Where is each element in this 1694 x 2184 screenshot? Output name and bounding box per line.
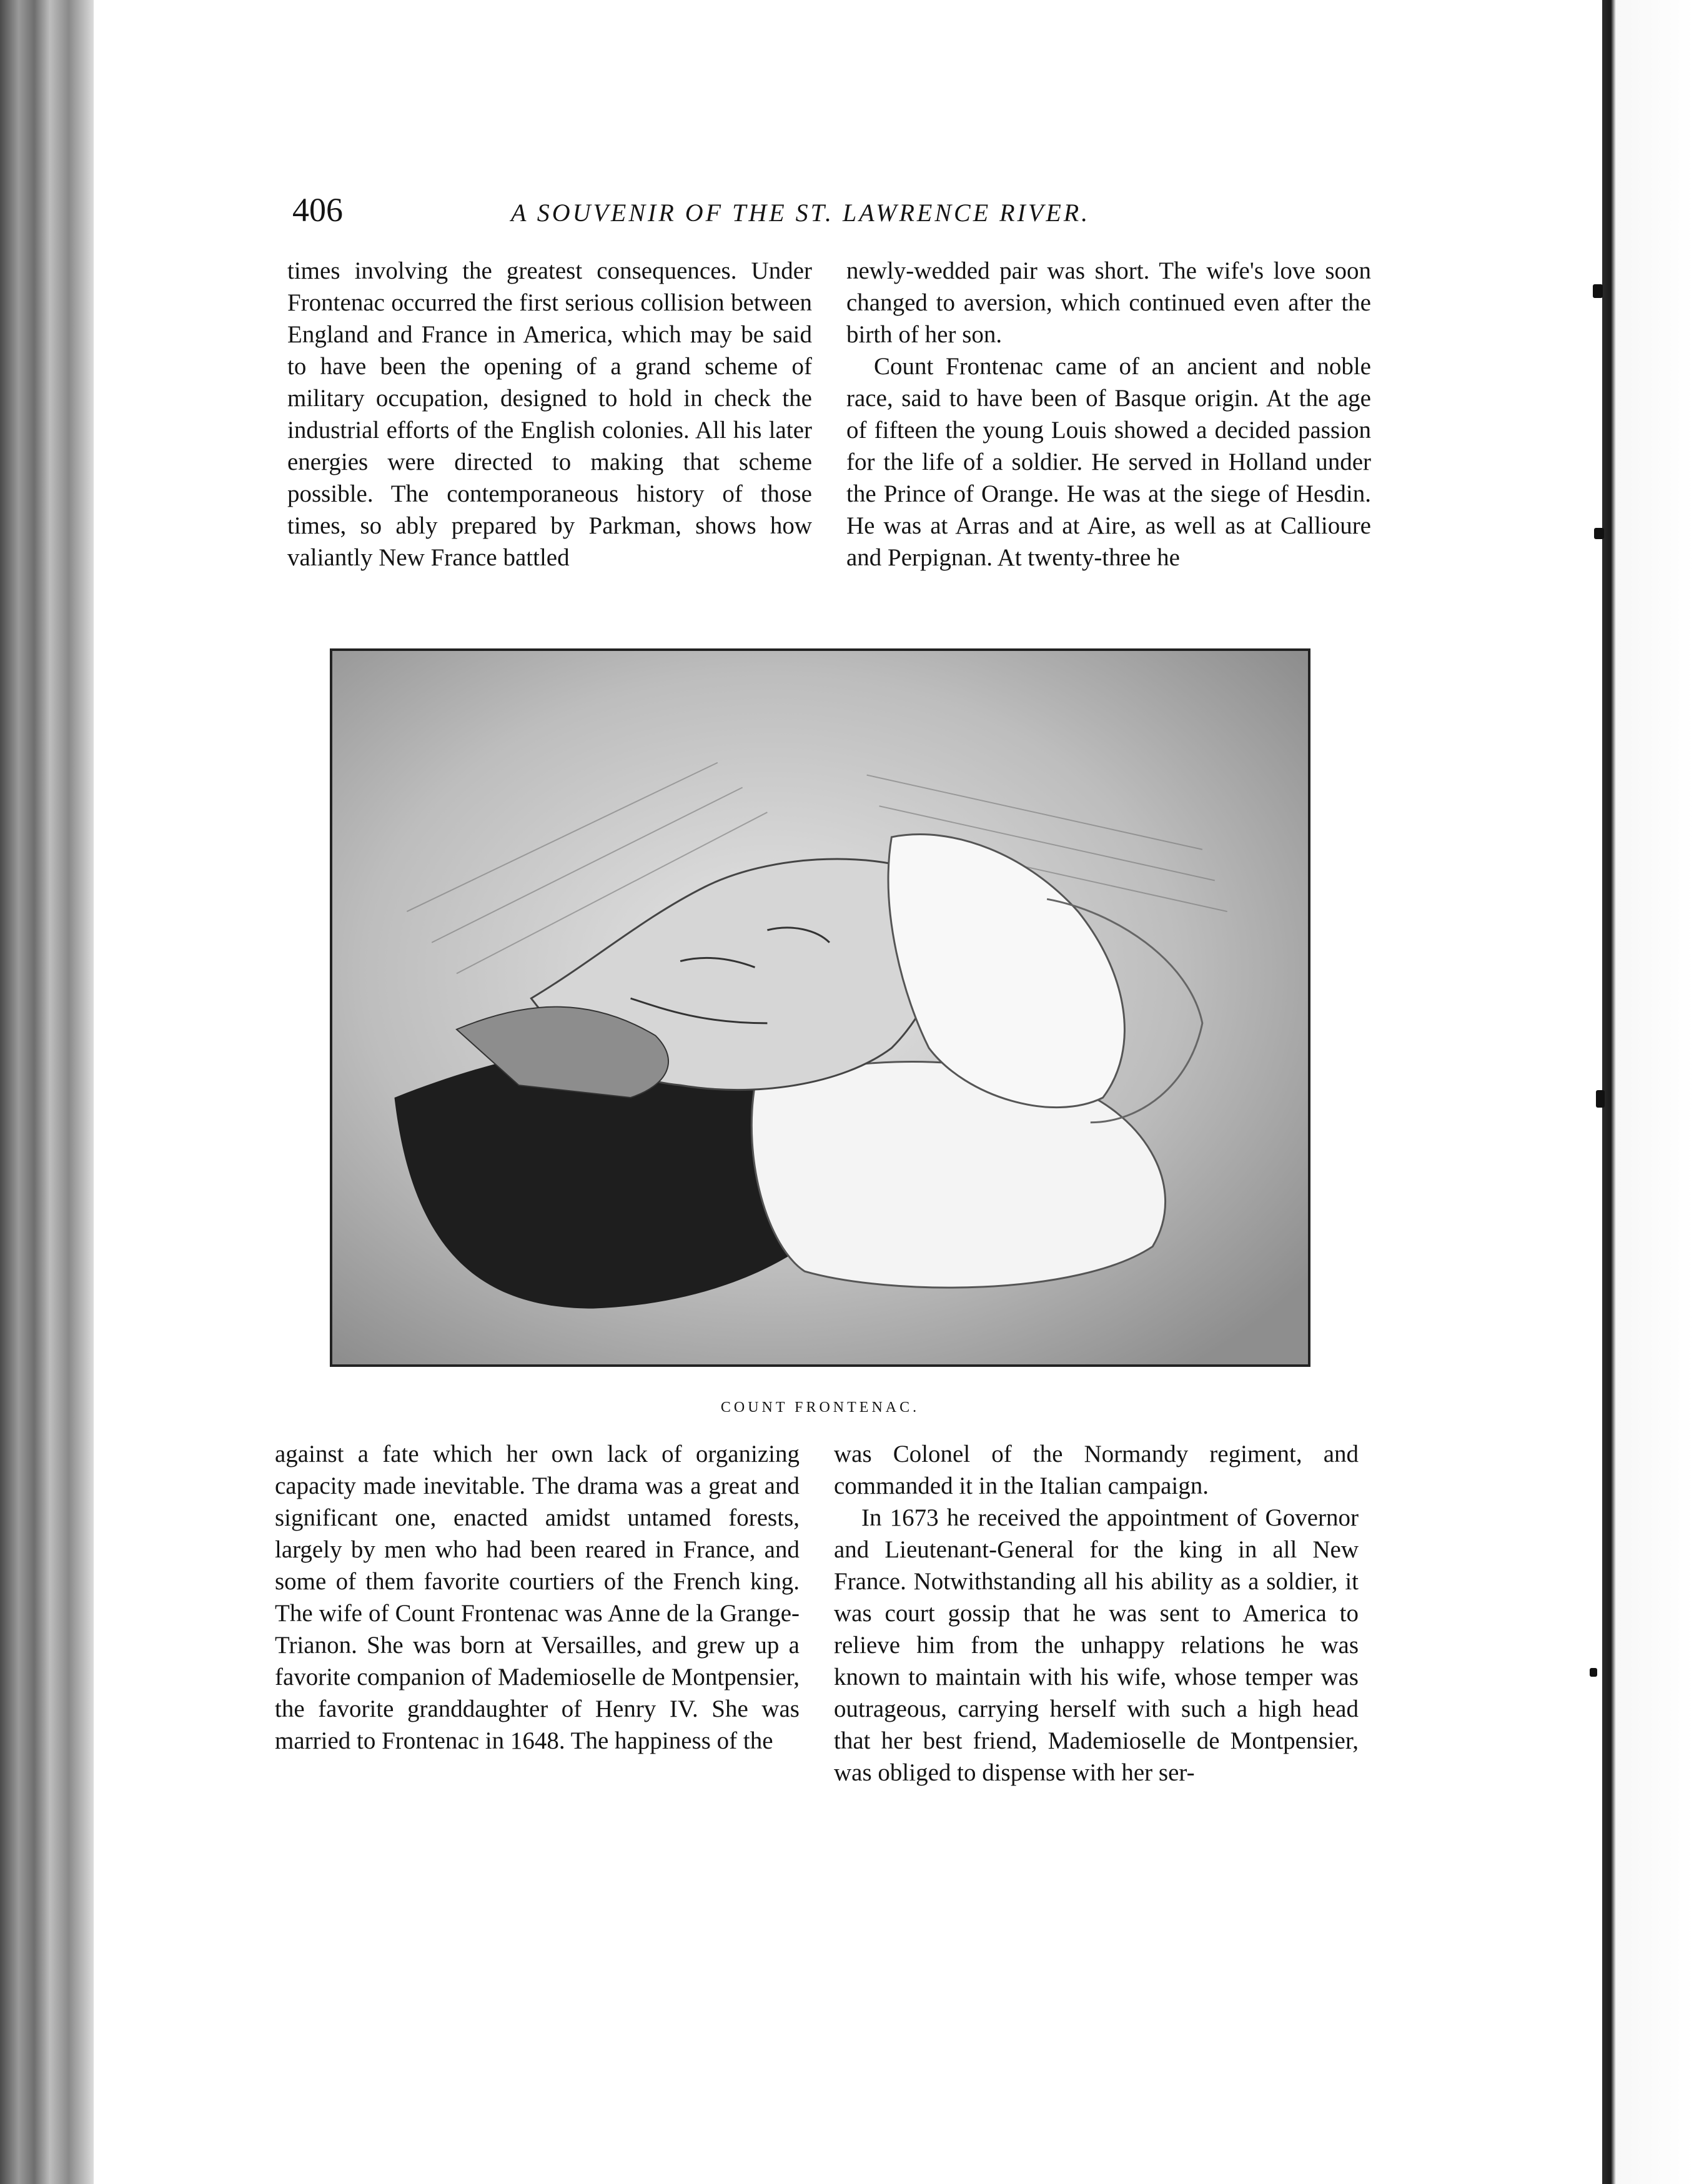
facing-page-edge <box>1602 0 1694 2184</box>
page-number: 406 <box>292 191 343 229</box>
column-bottom-right <box>834 1438 1359 1789</box>
book-binding-edge <box>0 0 94 2184</box>
figure-caption: COUNT FRONTENAC. <box>720 1399 920 1416</box>
margin-mark <box>1596 1090 1605 1108</box>
running-title: A SOUVENIR OF THE ST. LAWRENCE RIVER. <box>511 199 1091 227</box>
column-top-left <box>287 255 812 573</box>
paragraph: Count Frontenac came of an ancient and noble race, said to have been of Basque origin. At the age of fifteen the young Louis showed a decided passion for the life of a soldier. He served in Holland under the Prince of Orange. He was at the siege of Hesdin. He was at Arras and at Aire, as well as at Callioure and Perpignan. At twenty-three he <box>846 353 1371 571</box>
margin-mark <box>1593 284 1603 298</box>
margin-mark <box>1590 1668 1597 1677</box>
paragraph: was Colonel of the Normandy regiment, and commanded it in the Italian campaign. <box>834 1441 1359 1499</box>
margin-mark <box>1594 528 1604 539</box>
page-header <box>292 191 1264 241</box>
portrait-illustration <box>330 648 1310 1367</box>
death-portrait-engraving <box>332 651 1308 1364</box>
paragraph: newly-wedded pair was short. The wife's love soon changed to aversion, which continued even after the birth of her son. <box>846 257 1371 348</box>
paragraph: against a fate which her own lack of organizing capacity made inevitable. The drama was a great and significant one, enacted amidst untamed forests, largely by men who had been reared in France, and some of them favorite courtiers of the French king. The wife of Count Frontenac was Anne de la Grange-Trianon. She was born at Versailles, and grew up a favorite companion of Mademioselle de Montpensier, the favorite granddaughter of Henry IV. She was married to Frontenac in 1648. The happiness of the <box>275 1441 800 1754</box>
column-bottom-left <box>275 1438 800 1757</box>
column-top-right <box>846 255 1371 573</box>
paragraph: times involving the greatest consequences. Under Frontenac occurred the first serious collision between England and France in America, which may be said to have been the opening of a grand scheme of military occupation, designed to hold in check the industrial efforts of the English colonies. All his later energies were directed to making that scheme possible. The contemporaneous history of those times, so ably prepared by Parkman, shows how valiantly New France battled <box>287 257 812 571</box>
paragraph: In 1673 he received the appointment of Governor and Lieutenant-General for the king in all New France. Notwithstanding all his ability as a soldier, it was court gossip that he was sent to America to relieve him from the unhappy relations he was known to maintain with his wife, whose temper was outrageous, carrying herself with such a high head that her best friend, Mademioselle de Montpensier, was obliged to dispense with her ser- <box>834 1504 1359 1786</box>
